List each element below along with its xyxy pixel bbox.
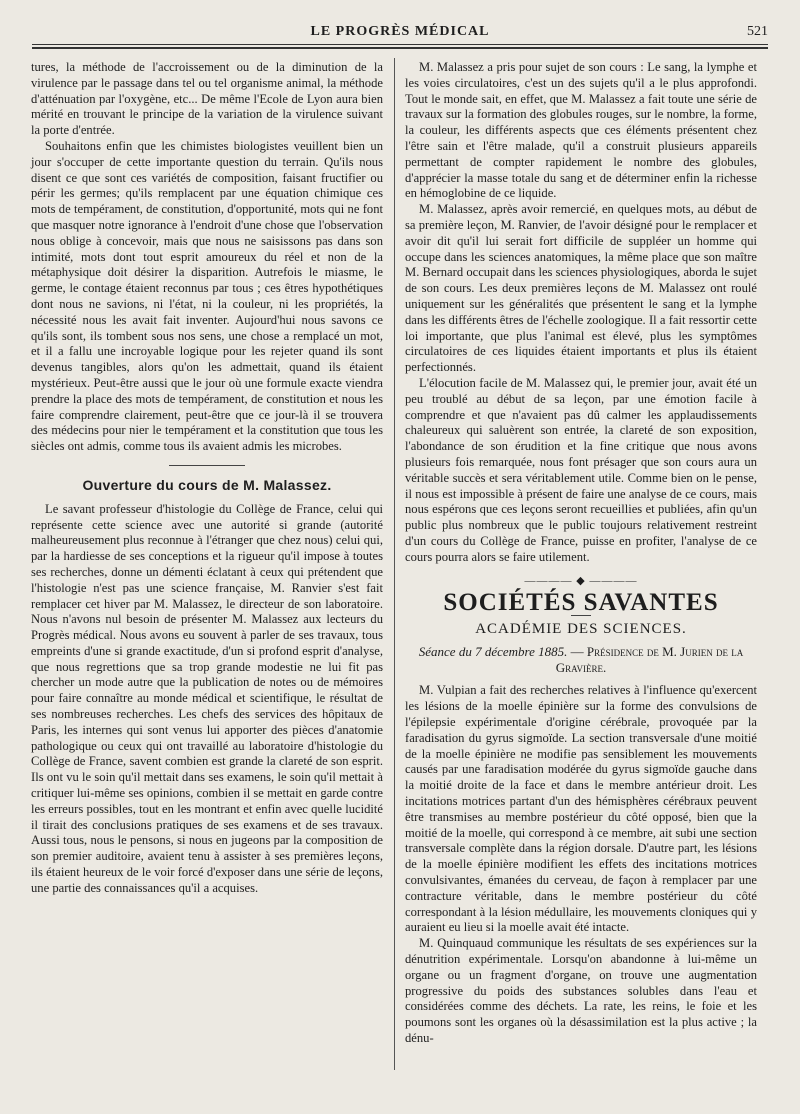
paragraph: M. Quinquaud communique les résultats de ses expériences sur la dénutrition expérimentale. Lorsqu'on abandonne à lui-même un organe ou un fragment d'organe, on trouve une augmentation progressive du poids des substances solubles dans l'eau et considérées comme des déchets. La rate, les reins, le foie et les poumons sont les organes où la désassimilation est la plus active ; la dénu- xyxy=(405,936,757,1046)
section-title: Ouverture du cours de M. Malassez. xyxy=(82,476,332,493)
page-number: 521 xyxy=(747,24,768,39)
header-rule-thick xyxy=(32,47,768,49)
header-rule xyxy=(32,44,768,45)
academy-title: ACADÉMIE DES SCIENCES. xyxy=(475,621,687,638)
societies-title: SOCIÉTÉS SAVANTES xyxy=(443,589,719,617)
page-header xyxy=(32,24,768,42)
left-column xyxy=(31,60,383,897)
paragraph: M. Malassez, après avoir remercié, en quelques mots, au début de sa première leçon, M. Ranvier, de l'avoir désigné pour le remplacer et avoir dit qu'il lui serait fort difficile de suppléer un homme qui occupe dans les sciences anatomiques, la même place que son maître M. Bernard occupait dans les sciences physiologiques, aborda le sujet de son cours. Les deux premières leçons de M. Malassez ont roulé uniquement sur les généralités que présentent le sang et la lymphe dans les différents êtres de l'échelle zoologique. Il a fait ressortir cette loi importante, que plus l'animal est élevé, plus les symptômes circulatoires de ces liquides étaient importants et plus ils étaient perfectionnés. xyxy=(405,202,757,375)
ornament-rule: ———— ◆ ———— xyxy=(524,574,638,587)
paragraph: L'élocution facile de M. Malassez qui, le premier jour, avait été un peu troublé au début de sa leçon, par une émotion facile à comprendre et que n'avaient pas dû calmer les applaudissements chaleureux qui saluèrent son entrée, la clareté de son exposition, l'abondance de son érudition et la fine critique que nous avons plusieurs fois remarquée, nous font présager que son cours aura un véritable succès et sera véritablement utile. Comme bien on le pense, il nous est impossible à présent de faire une analyse de ce cours, mais nous espérons que ces leçons seront recueillies et publiées, afin qu'un public plus nombreux que le public toujours relativement restreint d'un cours du Collège de France, puisse en profiter, l'analyse de ce cours pourra alors se faire utilement. xyxy=(405,375,757,564)
presidency: — Présidence de M. Jurien de la Gravière. xyxy=(555,643,744,675)
session-heading xyxy=(405,644,757,676)
column-divider xyxy=(394,58,395,1070)
paragraph: tures, la méthode de l'accroissement ou de la diminution de la virulence par le passage dans tel ou tel organisme animal, la méthode d'atténuation par l'oxygène, etc... De même l'Ecole de Lyon aura bien mérité en trouvant le principe de la variation de la virulence suivant la porte d'entrée. xyxy=(31,60,383,138)
separator-rule xyxy=(169,465,245,466)
paragraph: M. Vulpian a fait des recherches relatives à l'influence qu'exercent les lésions de la moelle épinière sur la forme des convulsions de l'épilepsie expérimentale d'origine cérébrale, provoquée par la faradisation du gyrus sigmoïde. La section transversale d'une moitié de la moelle épinière ne modifie pas sensiblement les mouvements causés par une faradisation modérée du gyrus sigmoïde gauche dans la moitié droite de la face et dans le membre antérieur droit. Les incitations motrices partant d'un des hémisphères cérébraux peuvent être transmises au membre postérieur du côté opposé, bien que la moitié de la moelle, qui correspond à ce membre, ait subi une section transversale complète dans la région dorsale. D'autre part, les lésions de la moelle épinière modifient les effets des incitations motrices convulsivantes, émanées du cerveau, de façon à remplacer par une contracture véritable, dans le membre postérieur du côté correspondant à la lésion médullaire, les mouvements cloniques qui y auraient eu lieu si la moelle avait été intacte. xyxy=(405,683,757,935)
paragraph: Souhaitons enfin que les chimistes biologistes veuillent bien un jour s'occuper de cette importante question du terrain. Qu'ils nous disent ce que sont ces variétés de composition, faisant fructifier ou périr les germes; qu'ils remplacent par une équation chimique ces mots de tempérament, de constitution, d'opportunité, mots qui ne font que masquer notre ignorance à l'endroit d'une chose que l'observation nous oblige à concevoir, mais que nous ne saisissons pas dans son intimité, mots dont tout esprit amoureux du réel et non de la métaphysique doit désirer la disparition. Autrefois le miasme, le germe, le contage étaient reconnus par tous ; ces êtres hypothétiques dont nous ne savions, ni l'état, ni la couleur, ni les propriétés, la nécessité nous les avait fait inventer. Aujourd'hui nous savons ce qu'ils sont, ils tombent sous nos sens, une chose a remplacé un mot, et il a fallu une incroyable logique pour les rejeter quand ils sont devenus tangibles, alors qu'on les admettait, quand ils étaient mystérieux. Peut-être aussi que le jour où une formule exacte viendra prendre la place des mots de tempérament, de constitution et nous les faire comprendre clairement, peut-être que ce jour-là il se trouvera des médecins pour nier le tempérament et la constitution que tous les siècles ont admis, comme tous ils avaient admis les microbes. xyxy=(31,138,383,454)
session-date: Séance du 7 décembre 1885. xyxy=(418,643,568,659)
right-column xyxy=(405,60,757,1047)
paragraph: M. Malassez a pris pour sujet de son cours : Le sang, la lymphe et les voies circulatoires, c'est un des sujets qu'il a le plus approfondi. Tout le monde sait, en effet, que M. Malassez a fait toute une série de travaux sur la formation des globules rouges, sur le nombre, la forme, la couleur, les différents aspects que ces éléments présentent chez l'être sain et l'être malade, qu'il a construit plusieurs appareils permettant de compter rapidement le nombre des globules, d'apprécier la masse totale du sang et de déterminer enfin la richesse en hémoglobine de ce liquide. xyxy=(405,60,757,201)
journal-title: LE PROGRÈS MÉDICAL xyxy=(310,24,490,39)
paragraph: Le savant professeur d'histologie du Collège de France, celui qui représente cette science avec une autorité si grande (autorité malheureusement plus reconnue à l'étranger que chez nous) celui qui, par la hardiesse de ses conceptions et la rigueur qu'il impose à toutes ses recherches, donne un démenti éclatant à ceux qui prétendent que l'histologie n'est pas une science française, M. Ranvier s'est fait remplacer cet hiver par M. Malassez, le directeur de son laboratoire. Nous n'avons nul besoin de présenter M. Malassez aux lecteurs du Progrès médical. Nous avons eu souvent à parler de ses travaux, tous empreints d'une si grande exactitude, d'un si profond esprit d'analyse, que nous regrettions que sa trop grande modestie ne lui fit pas chercher un mode autre que la publication de notes ou de mémoires pour faire connaître au monde médical et scientifique, le résultat de ses nombreuses recherches. Les chefs des services des hôpitaux de Paris, les internes qui sont venus lui apporter des pièces d'anatomie pathologique ou ceux qui ont travaillé au laboratoire d'histologie du Collège de France, savent combien est grande la clareté de son esprit. Ils ont vu le soin qu'il mettait dans ses examens, le soin qu'il mettait à critiquer lui-même ses opinions, combien il se mettait en garde contre les erreurs possibles, tout en les montrant et enfin avec quelle lucidité il tirait des conclusions pratiques de ses examens et de ses travaux. Aussi tous, nous le pensons, si nous en jugeons par la composition de son premier auditoire, avaient tenu à assister à ses premières leçons, ils étaient heureux de le voir forcé d'exposer dans une série de leçons, une partie des connaissances qu'il a acquises. xyxy=(31,501,383,895)
